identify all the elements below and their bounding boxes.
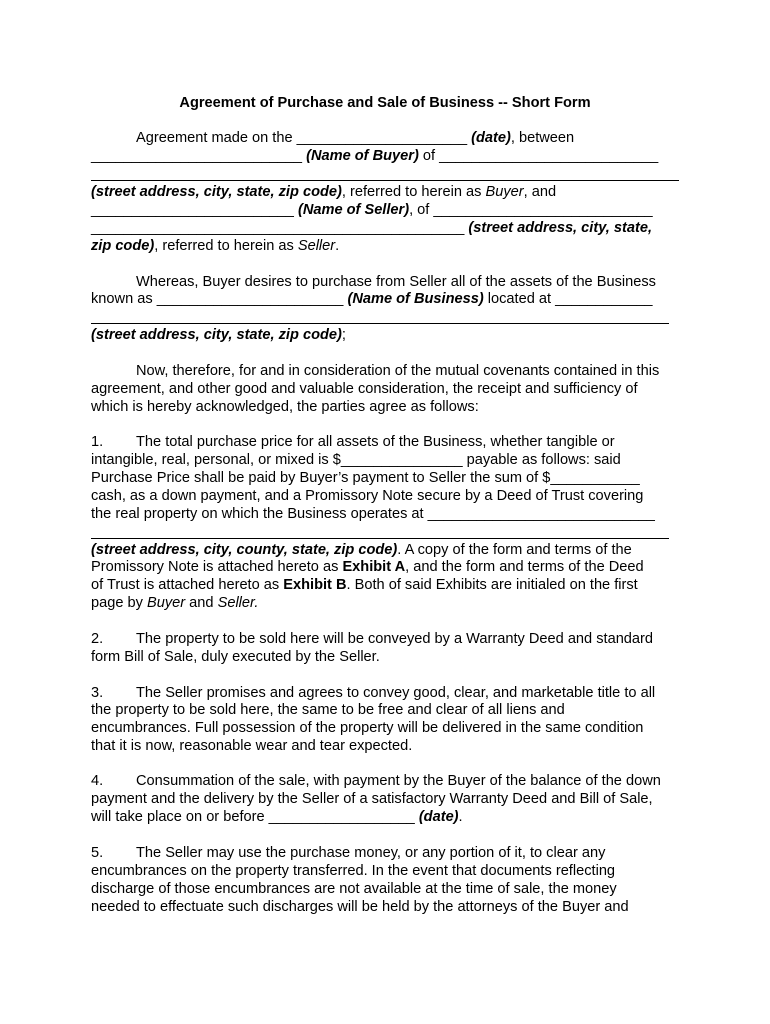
business-address-line[interactable] (91, 323, 669, 324)
whereas-line-1: Whereas, Buyer desires to purchase from Seller all of the assets of the Business (136, 274, 656, 290)
text: , referred to herein as (154, 238, 298, 254)
text: The Seller may use the purchase money, or any portion of it, to clear any (136, 845, 606, 861)
now-line-1: Now, therefore, for and in consideration of the mutual covenants contained in this (136, 363, 660, 379)
text: zip code) (91, 238, 155, 254)
p1-number: 1. (91, 434, 104, 450)
p3-line-1 (91, 684, 681, 702)
text: , and (523, 184, 557, 200)
document-title: Agreement of Purchase and Sale of Business -- Short Form (179, 95, 591, 111)
p4-line-2: payment and the delivery by the Seller of a satisfactory Warranty Deed and Bill of Sale, (91, 791, 653, 807)
p1-line-10 (91, 594, 681, 612)
seller-address-blank[interactable]: , of ___________________________ (409, 202, 653, 218)
text: and (185, 595, 218, 611)
text: The Seller promises and agrees to convey good, clear, and marketable title to all (136, 685, 656, 701)
p5-line-3: discharge of those encumbrances are not available at the time of sale, the money (91, 881, 617, 897)
p2-number: 2. (91, 631, 104, 647)
text: The property to be sold here will be conveyed by a Warranty Deed and standard (136, 631, 654, 647)
closing-date-blank[interactable]: will take place on or before __________________ (91, 809, 419, 825)
name-of-buyer-label: (Name of Buyer) (306, 148, 419, 164)
business-name-blank[interactable]: known as _______________________ (91, 291, 348, 307)
address-label: (street address, city, state, zip code) (91, 184, 342, 200)
p2-line-2: form Bill of Sale, duly executed by the Seller. (91, 649, 380, 665)
p4-line-3 (91, 808, 681, 826)
p4-number: 4. (91, 773, 104, 789)
name-of-seller-label: (Name of Seller) (297, 202, 410, 218)
p3-line-4: that it is now, reasonable wear and tear expected. (91, 738, 413, 754)
p2-line-1 (91, 630, 681, 648)
text: Consummation of the sale, with payment by the Buyer of the balance of the down (136, 773, 661, 789)
p3-number: 3. (91, 685, 104, 701)
address-label: (street address, city, state, (468, 220, 653, 236)
date-label: (date) (471, 130, 511, 146)
exhibit-a: Exhibit A (342, 559, 406, 575)
text: ; (341, 327, 346, 343)
p4-line-1 (91, 772, 681, 790)
p1-line-7 (91, 541, 681, 559)
text: The total purchase price for all assets of the Business, whether tangible or (136, 434, 615, 450)
business-location-blank[interactable]: located at ____________ (483, 291, 653, 307)
intro-line-6 (91, 219, 681, 237)
address-label: (street address, city, state, zip code) (91, 327, 342, 343)
text: . (335, 238, 340, 254)
seller-name-blank[interactable]: _________________________ (91, 202, 298, 218)
text: . (458, 809, 463, 825)
text: Buyer (485, 184, 524, 200)
p1-line-1 (91, 433, 681, 451)
intro-line-5 (91, 201, 681, 219)
property-address-line[interactable] (91, 538, 669, 539)
text: , and the form and terms of the Deed (405, 559, 644, 575)
p1-line-5: the real property on which the Business operates at ____________________________ (91, 506, 655, 522)
text: , between (510, 130, 575, 146)
p3-line-3: encumbrances. Full possession of the property will be delivered in the same condition (91, 720, 644, 736)
agreement-date-blank[interactable]: Agreement made on the _____________________ (136, 130, 472, 146)
intro-line-1 (136, 129, 681, 147)
intro-line-7 (91, 237, 681, 255)
exhibit-b: Exhibit B (283, 577, 347, 593)
p5-line-4: needed to effectuate such discharges will be held by the attorneys of the Buyer and (91, 899, 629, 915)
buyer-address-blank[interactable]: of ___________________________ (418, 148, 659, 164)
now-line-2: agreement, and other good and valuable consideration, the receipt and sufficiency of (91, 381, 638, 397)
buyer-address-line[interactable] (91, 180, 679, 181)
text: Promissory Note is attached hereto as (91, 559, 343, 575)
text: . Both of said Exhibits are initialed on the first (346, 577, 638, 593)
text: , referred to herein as (341, 184, 486, 200)
text: of Trust is attached hereto as (91, 577, 284, 593)
p5-line-1 (91, 844, 681, 862)
intro-line-2 (91, 147, 681, 165)
p1-line-2: intangible, real, personal, or mixed is $_______________ payable as follows: said (91, 452, 621, 468)
date-label: (date) (418, 809, 459, 825)
address-label: (street address, city, county, state, zip code) (91, 542, 398, 558)
text: Seller (297, 238, 336, 254)
p5-line-2: encumbrances on the property transferred. In the event that documents reflecting (91, 863, 616, 879)
text: Buyer (147, 595, 186, 611)
p1-line-3: Purchase Price shall be paid by Buyer’s payment to Seller the sum of $___________ (91, 470, 640, 486)
p1-line-9 (91, 576, 681, 594)
p1-line-4: cash, as a down payment, and a Promissory Note secure by a Deed of Trust covering (91, 488, 644, 504)
text: Seller. (217, 595, 259, 611)
text: page by (91, 595, 147, 611)
p3-line-2: the property to be sold here, the same to be free and clear of all liens and (91, 702, 565, 718)
seller-address-blank-2[interactable]: ______________________________________________ (91, 220, 469, 236)
now-line-3: which is hereby acknowledged, the parties agree as follows: (91, 399, 479, 415)
whereas-line-2 (91, 290, 681, 308)
name-of-business-label: (Name of Business) (347, 291, 484, 307)
p1-line-8 (91, 558, 681, 576)
text: . A copy of the form and terms of the (397, 542, 632, 558)
p5-number: 5. (91, 845, 104, 861)
whereas-line-4 (91, 326, 681, 344)
intro-line-4 (91, 183, 681, 201)
buyer-name-blank[interactable]: __________________________ (91, 148, 307, 164)
